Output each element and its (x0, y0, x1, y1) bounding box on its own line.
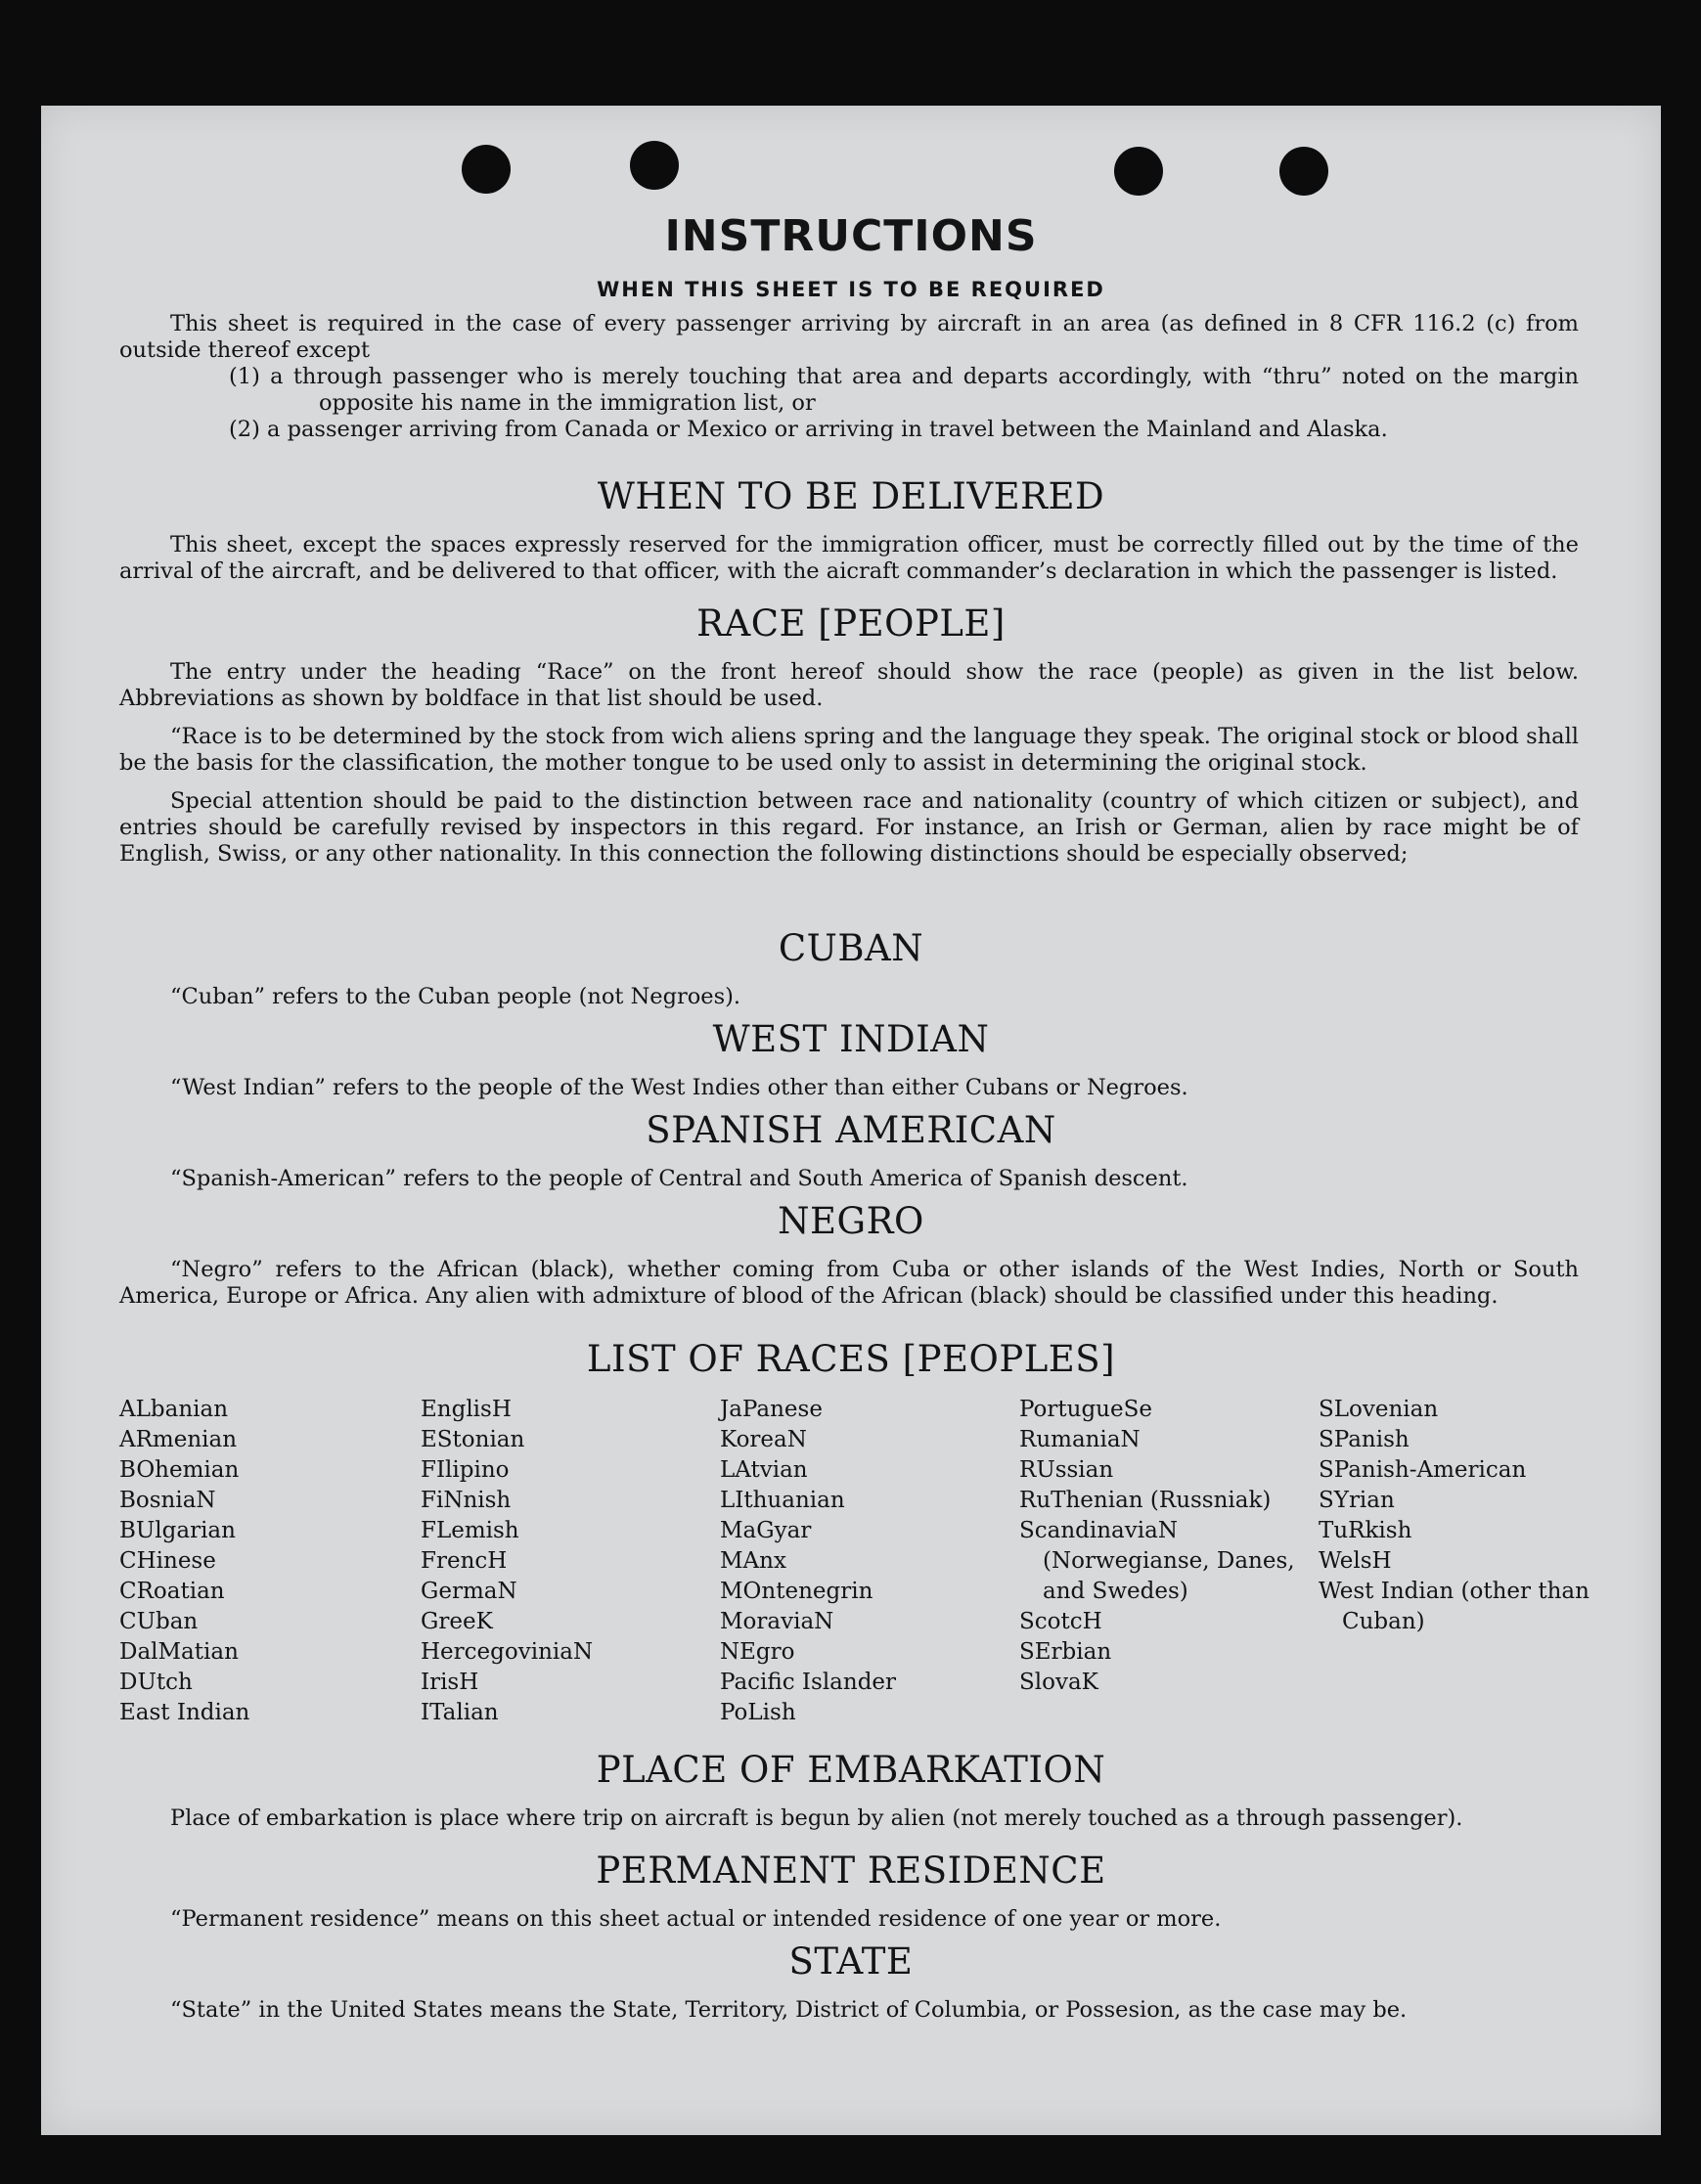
embarkation-text (119, 1805, 1579, 1832)
heading-when-delivered: WHEN TO BE DELIVERED (597, 475, 1105, 517)
race-item: CRoatian (119, 1579, 225, 1604)
race-paragraph-2: “Race is to be determined by the stock from wich aliens spring and the language they speak. The original stock or blood shall be the basis for the classification, the mother tongue to be used only to assist in determining the original stock. (119, 724, 1579, 776)
heading-spanish-american: SPANISH AMERICAN (646, 1109, 1056, 1151)
race-item: MoraviaN (720, 1609, 834, 1634)
race-item: MaGyar (720, 1518, 812, 1543)
heading-embarkation: PLACE OF EMBARKATION (596, 1749, 1106, 1791)
race-item: MAnx (720, 1548, 786, 1574)
paper-sheet (41, 106, 1661, 2135)
race-item: BUlgarian (119, 1518, 236, 1543)
races-column-3 (720, 1395, 1019, 1728)
race-item: ALbanian (119, 1397, 229, 1422)
race-item: SPanish-American (1319, 1457, 1527, 1483)
race-item: ScotcH (1019, 1609, 1102, 1634)
race-item: GreeK (421, 1609, 493, 1634)
races-list (119, 1395, 1606, 1728)
heading-list-of-races: LIST OF RACES [PEOPLES] (586, 1338, 1116, 1380)
race-item: KoreaN (720, 1427, 807, 1452)
race-item: ITalian (421, 1700, 499, 1725)
race-item: MOntenegrin (720, 1579, 873, 1604)
punch-hole (1279, 147, 1328, 196)
race-item: SPanish (1319, 1427, 1410, 1452)
heading-west-indian: WEST INDIAN (712, 1018, 990, 1060)
west-indian-paragraph: “West Indian” refers to the people of the West Indies other than either Cubans or Negroes. (170, 1075, 1188, 1100)
race-item: CHinese (119, 1548, 216, 1574)
race-item: FLemish (421, 1518, 519, 1543)
race-item: West Indian (other than Cuban) (1319, 1579, 1589, 1634)
west-indian-text (119, 1075, 1579, 1101)
required-intro: This sheet is required in the case of every passenger arriving by aircraft in an area (as defined in 8 CFR 116.2 (c) from outside thereof except (119, 311, 1579, 363)
race-item: LIthuanian (720, 1488, 845, 1513)
race-item: BOhemian (119, 1457, 240, 1483)
race-item: DalMatian (119, 1639, 239, 1665)
race-item: ARmenian (119, 1427, 238, 1452)
cuban-paragraph: “Cuban” refers to the Cuban people (not Negroes). (170, 984, 741, 1009)
race-item: SYrian (1319, 1488, 1395, 1513)
page-title: INSTRUCTIONS (664, 211, 1038, 261)
delivered-paragraph: This sheet, except the spaces expressly reserved for the immigration officer, must be correctly filled out by the time of the arrival of the aircraft, and be delivered to that officer, with the aicraft commander’s declaration in which the passenger is listed. (119, 532, 1579, 584)
punch-hole (630, 141, 679, 190)
embarkation-paragraph: Place of embarkation is place where trip on aircraft is begun by alien (not merely touched as a through passenger). (170, 1805, 1463, 1831)
negro-text (119, 1257, 1579, 1310)
spanish-american-paragraph: “Spanish-American” refers to the people of Central and South America of Spanish descent. (170, 1166, 1188, 1191)
page-subtitle: WHEN THIS SHEET IS TO BE REQUIRED (597, 278, 1105, 301)
race-item: CUban (119, 1609, 199, 1634)
race-item: LAtvian (720, 1457, 808, 1483)
race-item: GermaN (421, 1579, 517, 1604)
races-column-1 (119, 1395, 421, 1728)
state-paragraph: “State” in the United States means the State, Territory, District of Columbia, or Possesion, as the case may be. (170, 1997, 1408, 2023)
race-item: FiNnish (421, 1488, 512, 1513)
negro-paragraph: “Negro” refers to the African (black), whether coming from Cuba or other islands of the West Indies, North or South America, Europe or Africa. Any alien with admixture of blood of the African (black) should be classified under this heading. (119, 1257, 1579, 1309)
race-text (119, 659, 1579, 868)
required-section (119, 311, 1579, 443)
race-item: PortugueSe (1019, 1397, 1152, 1422)
race-item: SLovenian (1319, 1397, 1439, 1422)
race-paragraph-3: Special attention should be paid to the distinction between race and nationality (country of which citizen or subject), and entries should be carefully revised by inspectors in this regard. For instance, an Irish or German, alien by race might be of English, Swiss, or any other nationality. In this connection the following distinctions should be especially observed; (119, 788, 1579, 867)
race-item: SlovaK (1019, 1670, 1098, 1695)
heading-residence: PERMANENT RESIDENCE (596, 1850, 1106, 1892)
race-item: PoLish (720, 1700, 796, 1725)
race-item: WelsH (1319, 1548, 1392, 1574)
required-item-2: (2) a passenger arriving from Canada or Mexico or arriving in travel between the Mainland and Alaska. (229, 417, 1388, 442)
spanish-american-text (119, 1166, 1579, 1192)
races-column-5 (1319, 1395, 1602, 1728)
races-column-2 (421, 1395, 720, 1728)
residence-paragraph: “Permanent residence” means on this sheet actual or intended residence of one year or more. (170, 1906, 1222, 1932)
residence-text (119, 1906, 1579, 1933)
race-item: BosniaN (119, 1488, 216, 1513)
state-text (119, 1997, 1579, 2024)
race-item: Pacific Islander (720, 1670, 897, 1695)
race-item: EStonian (421, 1427, 525, 1452)
cuban-text (119, 984, 1579, 1010)
race-item: FIlipino (421, 1457, 510, 1483)
punch-hole (1114, 147, 1163, 196)
required-item-1: (1) a through passenger who is merely touching that area and departs accordingly, with “thru” noted on the margin opposite his name in the immigration list, or (229, 364, 1579, 416)
heading-race: RACE [PEOPLE] (696, 602, 1006, 645)
race-item: RuThenian (Russniak) (1019, 1488, 1272, 1513)
race-item: EnglisH (421, 1397, 512, 1422)
race-item: HercegoviniaN (421, 1639, 594, 1665)
race-item: RUssian (1019, 1457, 1114, 1483)
race-item: TuRkish (1319, 1518, 1412, 1543)
delivered-text (119, 532, 1579, 585)
race-item: RumaniaN (1019, 1427, 1141, 1452)
race-item: NEgro (720, 1639, 795, 1665)
race-paragraph-1: The entry under the heading “Race” on the front hereof should show the race (people) as given in the list below. Abbreviations as shown by boldface in that list should be used. (119, 659, 1579, 711)
punch-hole (462, 145, 511, 194)
race-item: FrencH (421, 1548, 508, 1574)
race-item: JaPanese (720, 1397, 823, 1422)
race-item: IrisH (421, 1670, 479, 1695)
race-item: East Indian (119, 1700, 250, 1725)
race-item: SErbian (1019, 1639, 1112, 1665)
race-item: ScandinaviaN (Norwegianse, Danes, and Swedes) (1019, 1518, 1295, 1604)
races-column-4 (1019, 1395, 1319, 1728)
heading-state: STATE (788, 1940, 914, 1983)
race-item: DUtch (119, 1670, 193, 1695)
heading-cuban: CUBAN (778, 927, 924, 969)
heading-negro: NEGRO (778, 1200, 924, 1242)
